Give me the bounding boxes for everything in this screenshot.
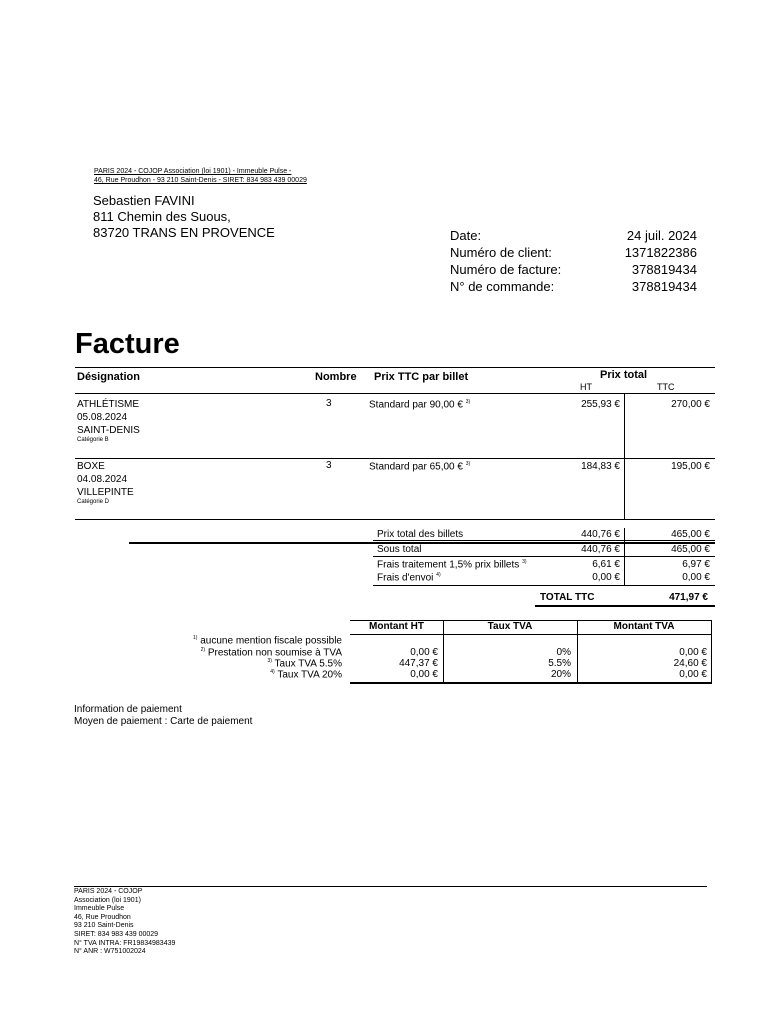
total-ttc-value: 471,97 €	[669, 592, 708, 603]
tva-header-rule	[350, 634, 712, 635]
tva-note	[72, 669, 342, 680]
item-unit-price-note: 3)	[465, 399, 471, 405]
tva-note-text: Prestation non soumise à TVA	[207, 647, 342, 659]
meta-label: Numéro de facture:	[450, 262, 562, 277]
table-bottom-rule	[75, 519, 715, 520]
tva-taux: 20%	[550, 669, 571, 680]
item-unit-price	[369, 399, 470, 410]
table-top-rule	[75, 367, 715, 368]
header-prix-billet: Prix TTC par billet	[374, 371, 469, 383]
totals-column-divider	[624, 528, 625, 585]
item-sport: BOXE	[77, 461, 105, 472]
tva-header-montant-ht: Montant HT	[369, 621, 424, 632]
frais-envoi-text: Frais d'envoi	[377, 572, 434, 584]
frais-traitement-ttc: 6,97 €	[682, 559, 710, 570]
totals-rule	[373, 585, 715, 586]
payment-heading: Information de paiement	[74, 704, 182, 715]
header-ttc: TTC	[657, 382, 675, 392]
header-prix-total: Prix total	[600, 369, 648, 381]
payment-method: Moyen de paiement : Carte de paiement	[74, 716, 253, 727]
prix-total-ttc: 465,00 €	[671, 529, 710, 540]
item-category: Catégorie B	[77, 437, 109, 443]
meta-label: N° de commande:	[450, 279, 555, 294]
tva-note-sup: 2)	[200, 647, 206, 653]
tva-montant-ht: 447,37 €	[399, 658, 438, 669]
tva-montant-ht: 0,00 €	[410, 669, 438, 680]
totals-rule	[373, 540, 715, 541]
footer-line: 93 210 Saint-Denis	[74, 922, 134, 930]
item-unit-price-text: Standard par 65,00 €	[369, 461, 463, 473]
meta-label: Date:	[450, 228, 482, 243]
frais-envoi-ttc: 0,00 €	[682, 572, 710, 583]
sous-total-ttc: 465,00 €	[671, 544, 710, 555]
tva-montant-ht: 0,00 €	[410, 647, 438, 658]
tva-note-sup: 3)	[267, 658, 272, 664]
tva-header-taux: Taux TVA	[487, 621, 533, 632]
footer-line: Association (loi 1901)	[74, 896, 141, 904]
frais-envoi-ht: 0,00 €	[592, 572, 620, 583]
tva-column-divider	[711, 620, 712, 683]
tva-montant-tva: 0,00 €	[679, 669, 707, 680]
totals-rule	[373, 556, 715, 557]
prix-total-label: Prix total des billets	[377, 529, 464, 540]
table-column-divider	[624, 393, 625, 519]
table-row-rule	[75, 458, 715, 459]
recipient-address	[93, 193, 275, 241]
total-ttc-label: TOTAL TTC	[540, 592, 595, 603]
footer-line: PARIS 2024 - COJOP	[74, 888, 143, 895]
total-ttc-rule	[535, 605, 715, 607]
footer-line: SIRET: 834 983 439 00029	[74, 930, 159, 938]
header-designation: Désignation	[77, 371, 140, 383]
item-date: 05.08.2024	[77, 412, 128, 423]
sender-line-2: 46, Rue Proudhon - 93 210 Saint-Denis - SIRET: 834 983 439 00029	[94, 177, 307, 184]
tva-bottom-rule	[350, 682, 712, 684]
meta-value: 1371822386	[624, 245, 697, 260]
tva-taux: 5.5%	[548, 658, 571, 669]
item-sport: ATHLÉTISME	[77, 399, 140, 410]
item-unit-price-text: Standard par 90,00 €	[369, 399, 463, 411]
page-title: Facture	[75, 328, 180, 360]
item-total-ttc: 195,00 €	[671, 461, 710, 472]
meta-label: Numéro de client:	[450, 245, 552, 260]
footer-address	[74, 888, 175, 957]
frais-traitement-note: 3)	[522, 559, 527, 565]
prix-total-ht: 440,76 €	[581, 529, 620, 540]
tva-header-montant-tva: Montant TVA	[613, 621, 675, 632]
item-venue: SAINT-DENIS	[77, 425, 140, 436]
tva-note-text: Taux TVA 20%	[277, 669, 342, 681]
footer-line: N° ANR : W751002024	[74, 948, 146, 956]
sender-line-1: PARIS 2024 - COJOP Association (loi 1901) - Immeuble Pulse -	[94, 168, 292, 175]
frais-traitement-text: Frais traitement 1,5% prix billets	[377, 559, 520, 571]
meta-value: 378819434	[631, 262, 697, 277]
meta-row-date	[450, 227, 697, 244]
sender-address	[94, 167, 307, 185]
tva-note-sup: 4)	[270, 669, 275, 675]
tva-note-text: aucune mention fiscale possible	[200, 635, 342, 647]
sous-total-ht: 440,76 €	[581, 544, 620, 555]
footer-line: N° TVA INTRA: FR19834983439	[74, 939, 176, 947]
item-quantity: 3	[326, 398, 332, 409]
item-total-ttc: 270,00 €	[671, 399, 710, 410]
item-date: 04.08.2024	[77, 474, 128, 485]
recipient-city: 83720 TRANS EN PROVENCE	[93, 225, 275, 240]
tva-montant-tva: 24,60 €	[673, 658, 707, 669]
frais-traitement-label	[377, 559, 527, 570]
invoice-meta	[450, 227, 697, 295]
header-nombre: Nombre	[315, 371, 357, 383]
meta-row-invoice	[450, 261, 697, 278]
sous-total-label: Sous total	[377, 544, 422, 555]
tva-note	[72, 658, 342, 669]
recipient-street: 811 Chemin des Suous,	[93, 209, 231, 224]
tva-taux: 0%	[556, 647, 571, 658]
tva-note	[72, 647, 342, 658]
frais-envoi-note: 4)	[436, 572, 441, 578]
tva-note	[72, 635, 342, 646]
header-ht: HT	[580, 382, 592, 392]
footer-line: 46, Rue Proudhon	[74, 913, 131, 921]
meta-value: 378819434	[631, 279, 697, 294]
item-unit-price	[369, 461, 470, 472]
tva-note-sup: 1)	[193, 635, 198, 641]
footer-rule	[74, 886, 707, 887]
table-header-rule	[75, 393, 715, 394]
item-unit-price-note: 3)	[465, 461, 471, 467]
item-venue: VILLEPINTE	[77, 487, 134, 498]
recipient-name: Sebastien FAVINI	[93, 193, 195, 208]
totals-thick-rule	[129, 542, 715, 544]
frais-traitement-ht: 6,61 €	[592, 559, 620, 570]
meta-value: 24 juil. 2024	[626, 228, 697, 243]
item-total-ht: 255,93 €	[581, 399, 620, 410]
frais-envoi-label	[377, 572, 441, 583]
tva-montant-tva: 0,00 €	[679, 647, 707, 658]
meta-row-client	[450, 244, 697, 261]
footer-line: Immeuble Pulse	[74, 905, 125, 913]
tva-note-text: Taux TVA 5.5%	[274, 658, 342, 670]
item-category: Catégorie D	[77, 499, 110, 505]
meta-row-order	[450, 278, 697, 295]
item-quantity: 3	[326, 460, 332, 471]
item-total-ht: 184,83 €	[581, 461, 620, 472]
